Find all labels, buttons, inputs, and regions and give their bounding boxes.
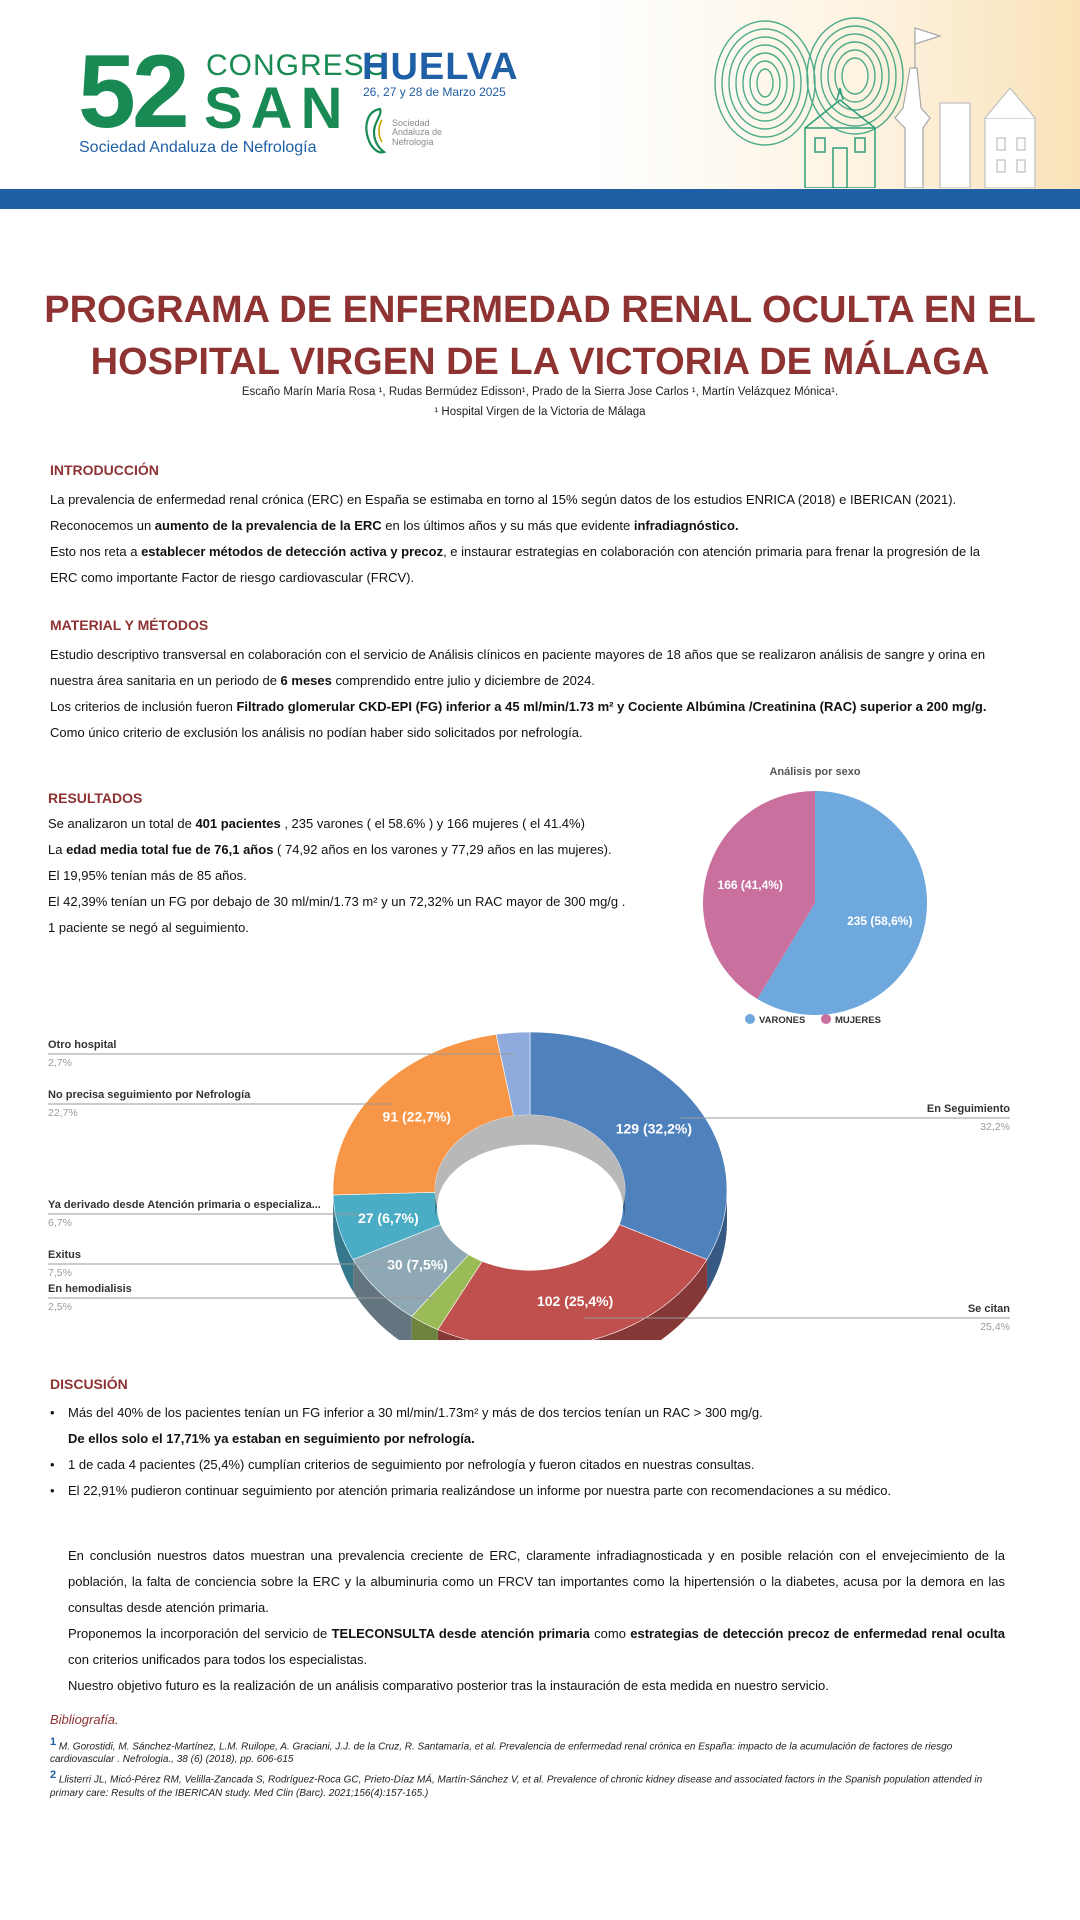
congress-label: CONGRESO bbox=[206, 49, 390, 82]
callout-name: En hemodialisis bbox=[48, 1283, 132, 1295]
poster-title: PROGRAMA DE ENFERMEDAD RENAL OCULTA EN EL HOSPITAL VIRGEN DE LA VICTORIA DE MÁLAGA bbox=[44, 289, 1036, 383]
society-name: Sociedad Andaluza de Nefrología bbox=[79, 139, 317, 156]
callout-percent: 2,5% bbox=[48, 1301, 72, 1313]
intro-heading: INTRODUCCIÓN bbox=[50, 462, 159, 478]
callout-percent: 22,7% bbox=[48, 1107, 78, 1119]
conclusion-text: En conclusión nuestros datos muestran una prevalencia creciente de ERC, claramente infradiagnosticada y en posible relación con el envejecimiento de la población, la falta de conciencia sobre la ERC y la albuminuria como un FRCV tan importantes como la hipertensión o la diabetes, acusa por la demora en las consultas desde atención primaria. Proponemos la incorporación del servicio de TELECONSULTA desde atención primaria como estrategias de detección precoz de enfermedad renal oculta con criterios unificados para todos los especialistas. Nuestro objetivo futuro es la realización de un análisis comparativo posterior tras la instauración de esta medida en nuestro servicio. bbox=[68, 1548, 1006, 1693]
authors-line: Escaño Marín María Rosa ¹, Rudas Bermúdez Edisson¹, Prado de la Sierra Jose Carlos ¹, Martín Velázquez Mónica¹. bbox=[241, 386, 839, 398]
small-society-logo-text: Sociedad Andaluza de Nefrología bbox=[392, 118, 443, 147]
discussion-heading: DISCUSIÓN bbox=[50, 1376, 128, 1392]
donut-slice-label: 27 (6,7%) bbox=[357, 1210, 419, 1227]
intro-text: La prevalencia de enfermedad renal crónica (ERC) en España se estimaba en torno al 15% según datos de los estudios ENRICA (2018) e IBERICAN (2021). Reconocemos un aumento de la prevalencia de la ERC en los últimos años y su más que evidente infradiagnóstico. Esto nos reta a establecer métodos de detección activa y precoz, e instaurar estrategias en colaboración con atención primaria para frenar la progresión de la ERC como importante Factor de riesgo cardiovascular (FRCV). bbox=[50, 492, 980, 585]
legend-label: VARONES bbox=[759, 1015, 806, 1026]
kidney-fingerprint-city-illustration bbox=[705, 8, 1045, 188]
congress-city: HUELVA bbox=[362, 46, 519, 88]
poster-header bbox=[0, 0, 1080, 208]
callout-name: Exitus bbox=[48, 1249, 82, 1261]
donut-hole bbox=[437, 1145, 623, 1271]
discussion-bullet-1-bold: De ellos solo el 17,71% ya estaban en seguimiento por nefrología. bbox=[68, 1431, 475, 1446]
results-text: Se analizaron un total de 401 pacientes , 235 varones ( el 58.6% ) y 166 mujeres ( el 41.4%) La edad media total fue de 76,1 años ( 74,92 años en los varones y 77,29 años en las mujeres). El 19,95% tenían más de 85 años. El 42,39% tenían un FG por debajo de 30 ml/min/1.73 m² y un 72,32% un RAC mayor de 300 mg/g . 1 paciente se negó al seguimiento. bbox=[48, 816, 626, 935]
affiliation-line: ¹ Hospital Virgen de la Victoria de Málaga bbox=[434, 406, 646, 418]
reference-1: 1 M. Gorostidi, M. Sánchez-Martínez, L.M. Ruilope, A. Graciani, J.J. de la Cruz, R. Santamaría, et al. Prevalencia de enfermedad renal crónica en España: impacto de la acumulación de factores de riesgo cardiovascular . Nefrologia., 38 (6) (2018), pp. 606-615 bbox=[50, 1736, 953, 1766]
callout-name: Se citan bbox=[967, 1303, 1010, 1315]
donut-slice-label: 30 (7,5%) bbox=[387, 1256, 448, 1273]
header-blue-bar bbox=[0, 189, 1080, 209]
bibliography-heading: Bibliografía. bbox=[50, 1712, 119, 1727]
kidney-logo-icon bbox=[362, 106, 388, 156]
callout-percent: 25,4% bbox=[980, 1321, 1010, 1333]
congress-number: 52 bbox=[78, 34, 186, 150]
callout-name: No precisa seguimiento por Nefrología bbox=[48, 1089, 251, 1101]
discussion-bullet-2: • 1 de cada 4 pacientes (25,4%) cumplían criterios de seguimiento por nefrología y fueron citados en nuestras consultas. bbox=[50, 1452, 1010, 1478]
callout-percent: 32,2% bbox=[980, 1121, 1010, 1133]
callout-name: En Seguimiento bbox=[926, 1103, 1010, 1115]
results-heading: RESULTADOS bbox=[48, 790, 143, 806]
methods-text: Estudio descriptivo transversal en colaboración con el servicio de Análisis clínicos en paciente mayores de 18 años que se realizaron análisis de sangre y orina en nuestra área sanitaria en un periodo de 6 meses comprendido entre julio y diciembre de 2024. Los criterios de inclusión fueron Filtrado glomerular CKD-EPI (FG) inferior a 45 ml/min/1.73 m² y Cociente Albúmina /Creatinina (RAC) superior a 200 mg/g. Como único criterio de exclusión los análisis no podían haber sido solicitados por nefrología. bbox=[50, 647, 987, 740]
callout-name: Ya derivado desde Atención primaria o especializa... bbox=[48, 1199, 321, 1211]
discussion-bullet-1: • Más del 40% de los pacientes tenían un FG inferior a 30 ml/min/1.73m² y más de dos tercios tenían un RAC > 300 mg/g. bbox=[50, 1400, 1010, 1426]
pie-slice-label: 235 (58,6%) bbox=[847, 913, 913, 928]
pie-title: Análisis por sexo bbox=[769, 766, 861, 778]
sex-pie-chart bbox=[690, 755, 940, 1030]
callout-name: Otro hospital bbox=[48, 1039, 117, 1051]
callout-percent: 2,7% bbox=[48, 1057, 72, 1069]
donut-slice-label: 91 (22,7%) bbox=[382, 1108, 452, 1125]
san-logo-text: SAN bbox=[204, 76, 351, 141]
pie-slice-label: 166 (41,4%) bbox=[717, 878, 783, 893]
donut-slice-label: 129 (32,2%) bbox=[615, 1120, 693, 1137]
bibliography-list bbox=[50, 1736, 1010, 1803]
legend-label: MUJERES bbox=[835, 1015, 881, 1026]
methods-heading: MATERIAL Y MÉTODOS bbox=[50, 617, 209, 633]
congress-dates: 26, 27 y 28 de Marzo 2025 bbox=[363, 85, 506, 99]
discussion-bullet-3: • El 22,91% pudieron continuar seguimiento por atención primaria realizándose un informe por nuestra parte con recomendaciones a su médico. bbox=[50, 1478, 1010, 1504]
followup-donut-chart bbox=[40, 1020, 1040, 1340]
discussion-text bbox=[50, 1400, 1010, 1504]
donut-slice-label: 102 (25,4%) bbox=[536, 1292, 614, 1309]
callout-percent: 7,5% bbox=[48, 1267, 72, 1279]
reference-2: 2 Llisterri JL, Micó-Pérez RM, Velilla-Zancada S, Rodríguez-Roca GC, Prieto-Díaz MÁ, Martín-Sánchez V, et al. Prevalence of chronic kidney disease and associated factors in the Spanish population attended in primary care: Results of the IBERICAN study. Med Clin (Barc). 2021;156(4):157-165.) bbox=[50, 1769, 983, 1799]
callout-percent: 6,7% bbox=[48, 1217, 72, 1229]
